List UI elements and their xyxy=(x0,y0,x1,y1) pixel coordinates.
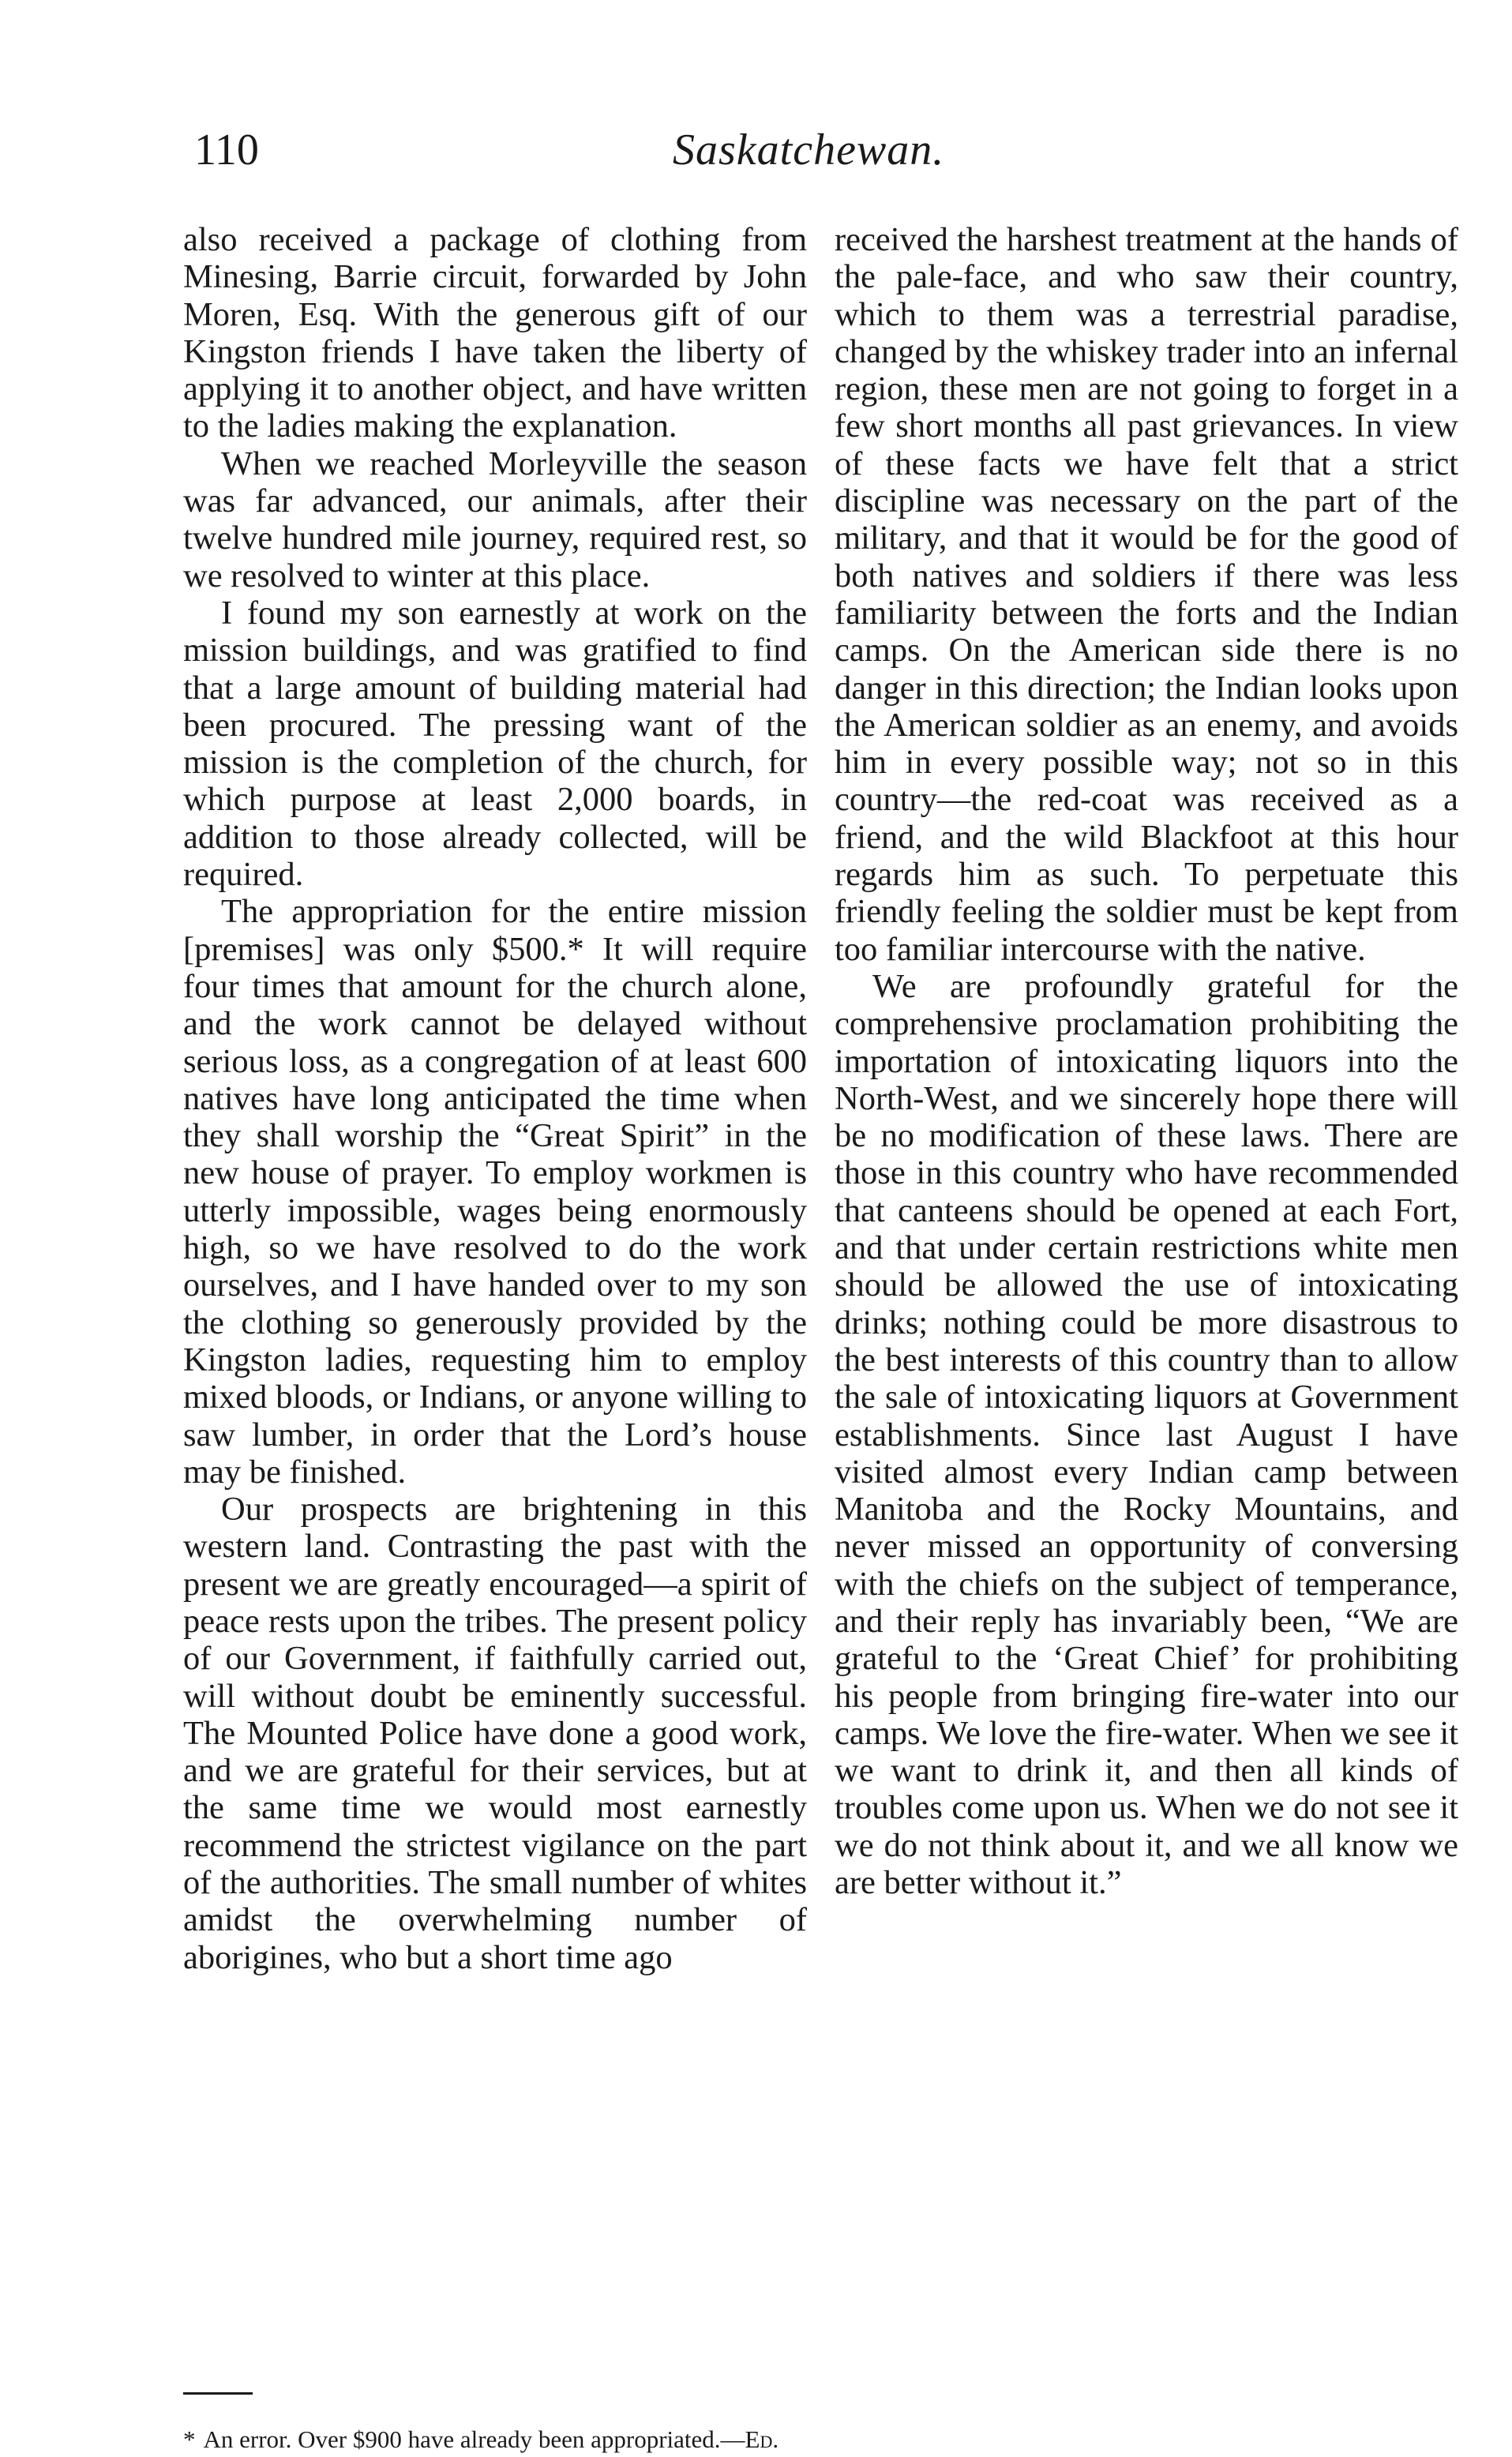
footnote-editor-abbr: Ed. xyxy=(745,2425,779,2453)
right-column xyxy=(835,221,1458,1901)
running-head xyxy=(183,118,1478,189)
paragraph: The appropriation for the entire mission [premises] was only $500.* It will require four times that amount for the church alone, and the work cannot be delayed without serious loss, as a congregation of at least 600 natives have long anticipated the time when they shall worship the “Great Spirit” in the new house of prayer. To employ workmen is utterly impossible, wages being enormously high, so we have resolved to do the work ourselves, and I have handed over to my son the clothing so generously provided by the Kingston ladies, requesting him to employ mixed bloods, or Indians, or anyone willing to saw lumber, in order that the Lord’s house may be finished. xyxy=(183,893,807,1491)
footnote-text: An error. Over $900 have already been appropriated.— xyxy=(203,2425,745,2453)
footnote-rule xyxy=(183,2392,253,2395)
running-title: Saskatchewan. xyxy=(673,126,945,174)
book-page xyxy=(183,118,1478,2453)
paragraph: Our prospects are brightening in this western land. Contrasting the past with the present we are greatly encouraged—a spirit of peace rests upon the tribes. The present policy of our Government, if faithfully carried out, will without doubt be eminently successful. The Mounted Police have done a good work, and we are grateful for their services, but at the same time we would most earnestly recommend the strictest vigilance on the part of the authorities. The small number of whites amidst the overwhelming number of aborigines, who but a short time ago xyxy=(183,1491,807,1976)
left-column xyxy=(183,221,807,1976)
paragraph: I found my son earnestly at work on the mission buildings, and was gratified to find that a large amount of building material had been procured. The pressing want of the mission is the completion of the church, for which purpose at least 2,000 boards, in addition to those already collected, will be required. xyxy=(183,594,807,894)
paragraph: When we reached Morleyville the season was far advanced, our animals, after their twelve hundred mile journey, required rest, so we resolved to winter at this place. xyxy=(183,445,807,595)
footnote-marker: * xyxy=(183,2425,196,2453)
paragraph: also received a package of clothing from Minesing, Barrie circuit, forwarded by John Moren, Esq. With the generous gift of our Kingston friends I have taken the liberty of applying it to another object, and have written to the ladies making the explanation. xyxy=(183,221,807,445)
page-number: 110 xyxy=(194,126,259,174)
paragraph: received the harshest treatment at the hands of the pale-face, and who saw their country, which to them was a terrestrial paradise, changed by the whiskey trader into an infernal region, these men are not going to forget in a few short months all past grievances. In view of these facts we have felt that a strict discipline was necessary on the part of the military, and that it would be for the good of both natives and soldiers if there was less familiarity between the forts and the Indian camps. On the American side there is no danger in this direction; the Indian looks upon the American soldier as an enemy, and avoids him in every possible way; not so in this country—the red-coat was received as a friend, and the wild Blackfoot at this hour regards him as such. To perpetuate this friendly feeling the soldier must be kept from too familiar intercourse with the native. xyxy=(835,221,1458,968)
paragraph: We are profoundly grateful for the comprehensive proclamation prohibiting the importation of intoxicating liquors into the North-West, and we sincerely hope there will be no modification of these laws. There are those in this country who have recommended that canteens should be opened at each Fort, and that under certain restrictions white men should be allowed the use of intoxicating drinks; nothing could be more disastrous to the best interests of this country than to allow the sale of intoxicating liquors at Government establishments. Since last August I have visited almost every Indian camp between Manitoba and the Rocky Mountains, and never missed an opportunity of conversing with the chiefs on the subject of temperance, and their reply has invariably been, “We are grateful to the ‘Great Chief’ for prohibiting his people from bringing fire-water into our camps. We love the fire-water. When we see it we want to drink it, and then all kinds of troubles come upon us. When we do not see it we do not think about it, and we all know we are better without it.” xyxy=(835,967,1458,1902)
footnote xyxy=(183,2422,1478,2457)
